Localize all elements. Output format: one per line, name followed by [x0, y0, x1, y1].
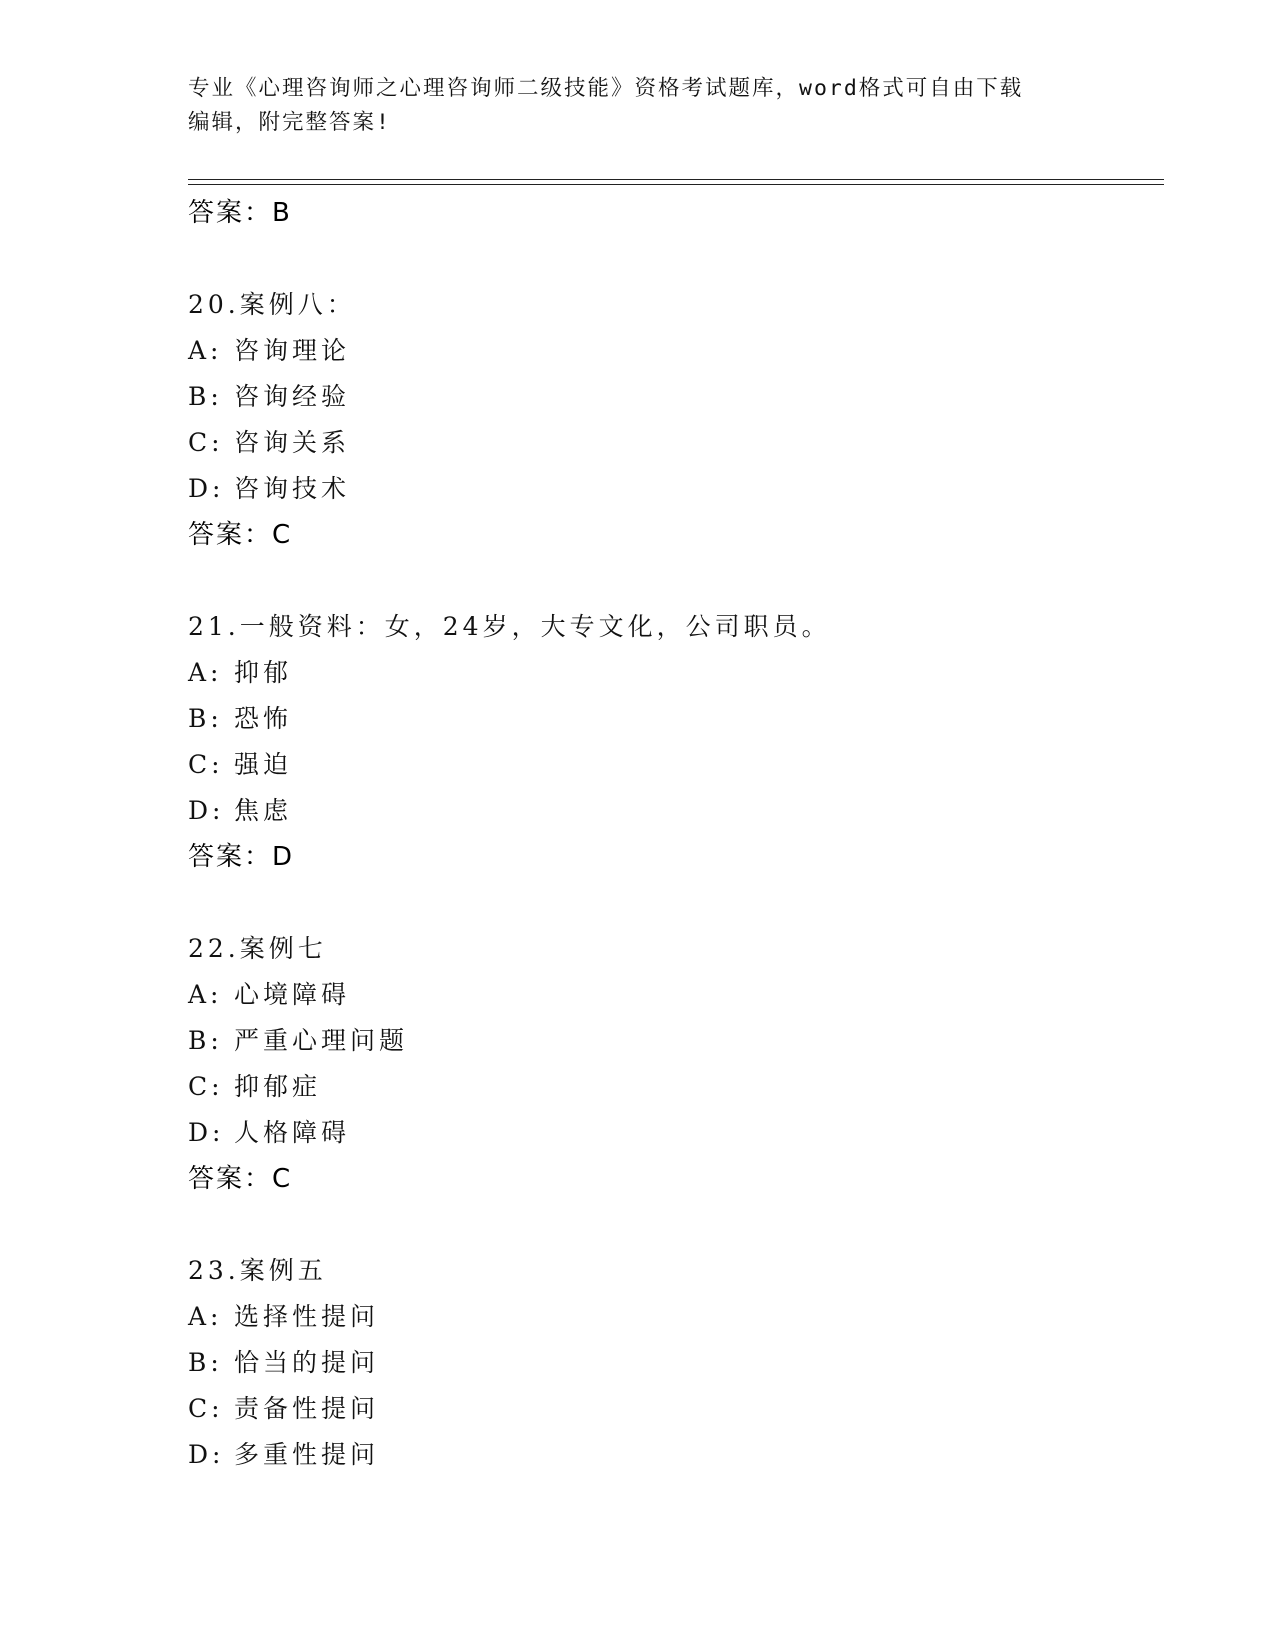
header-line-2: 编辑，附完整答案!: [188, 110, 391, 135]
option-label: C:: [188, 1394, 224, 1423]
option-c: [188, 1064, 1158, 1110]
question-stem: 21.一般资料：女，24岁，大专文化，公司职员。: [188, 612, 831, 641]
option-text: 抑郁症: [234, 1072, 322, 1101]
option-text: 强迫: [234, 750, 293, 779]
option-label: B:: [188, 1348, 223, 1377]
option-label: C:: [188, 428, 224, 457]
option-label: D:: [188, 796, 225, 825]
spacer: [188, 236, 1158, 282]
option-a: [188, 1294, 1158, 1340]
question-stem: 22.案例七: [188, 934, 327, 963]
question-stem: 20.案例八：: [188, 290, 356, 319]
option-text: 焦虑: [234, 796, 293, 825]
option-label: C:: [188, 1072, 224, 1101]
question-stem: 23.案例五: [188, 1256, 327, 1285]
answer-line: 答案：B: [188, 198, 292, 228]
question-block: [188, 282, 1158, 558]
option-b: [188, 1340, 1158, 1386]
option-c: [188, 742, 1158, 788]
option-label: A:: [188, 1302, 223, 1331]
option-label: D:: [188, 1440, 225, 1469]
option-label: A:: [188, 658, 223, 687]
option-label: A:: [188, 980, 223, 1009]
option-b: [188, 696, 1158, 742]
option-text: 恐怖: [234, 704, 293, 733]
option-d: [188, 466, 1158, 512]
option-c: [188, 1386, 1158, 1432]
option-label: B:: [188, 704, 223, 733]
header-line-1: 专业《心理咨询师之心理咨询师二级技能》资格考试题库，word格式可自由下载: [188, 76, 1024, 101]
option-text: 恰当的提问: [234, 1348, 380, 1377]
option-text: 咨询理论: [234, 336, 351, 365]
option-d: [188, 1110, 1158, 1156]
question-block: [188, 926, 1158, 1202]
option-d: [188, 1432, 1158, 1478]
option-b: [188, 1018, 1158, 1064]
header-divider-bottom: [188, 184, 1164, 185]
option-a: [188, 972, 1158, 1018]
answer-line: 答案：C: [188, 520, 293, 550]
answer-line: 答案：D: [188, 842, 295, 872]
option-text: 选择性提问: [234, 1302, 380, 1331]
option-label: B:: [188, 1026, 223, 1055]
option-label: D:: [188, 474, 225, 503]
spacer: [188, 1202, 1158, 1248]
question-block: [188, 604, 1158, 880]
option-c: [188, 420, 1158, 466]
document-header: [188, 72, 1078, 140]
option-a: [188, 650, 1158, 696]
option-a: [188, 328, 1158, 374]
option-text: 抑郁: [234, 658, 293, 687]
option-text: 责备性提问: [234, 1394, 380, 1423]
option-text: 人格障碍: [234, 1118, 351, 1147]
spacer: [188, 558, 1158, 604]
option-text: 咨询经验: [234, 382, 351, 411]
question-list: [188, 190, 1158, 1478]
header-divider-top: [188, 179, 1164, 180]
option-d: [188, 788, 1158, 834]
answer-line: 答案：C: [188, 1164, 293, 1194]
option-text: 多重性提问: [234, 1440, 380, 1469]
spacer: [188, 880, 1158, 926]
option-label: D:: [188, 1118, 225, 1147]
option-label: A:: [188, 336, 223, 365]
question-block: [188, 1248, 1158, 1478]
option-text: 严重心理问题: [234, 1026, 409, 1055]
option-text: 咨询关系: [234, 428, 351, 457]
option-text: 心境障碍: [234, 980, 351, 1009]
option-text: 咨询技术: [234, 474, 351, 503]
option-label: C:: [188, 750, 224, 779]
option-label: B:: [188, 382, 223, 411]
option-b: [188, 374, 1158, 420]
